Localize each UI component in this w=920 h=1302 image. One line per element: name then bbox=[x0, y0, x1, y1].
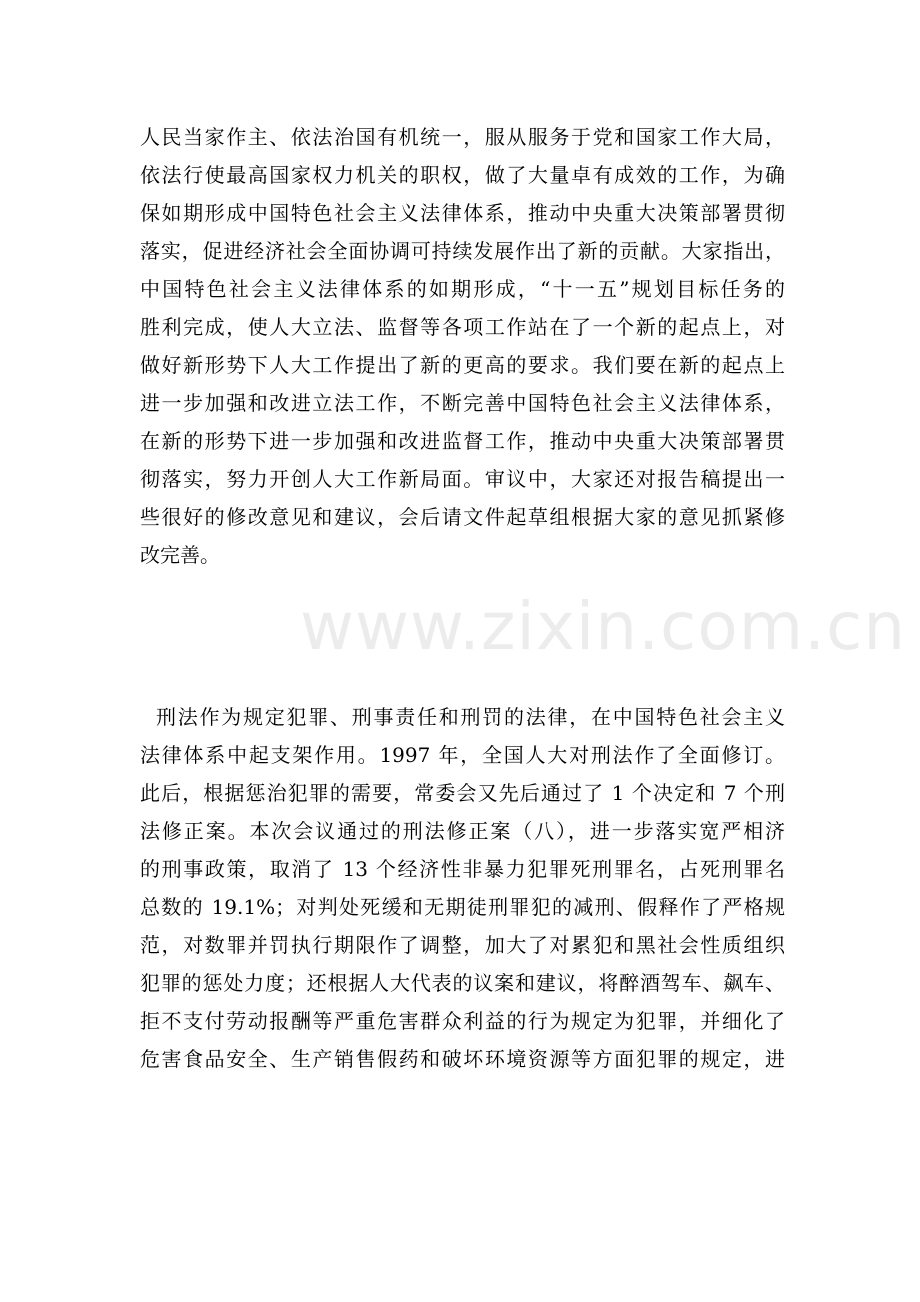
watermark: www.zixin.com.cn bbox=[300, 588, 907, 665]
paragraph-line: 此后，根据惩治犯罪的需要，常委会又先后通过了 1 个决定和 7 个刑 bbox=[140, 781, 785, 805]
paragraph-line: 危害食品安全、生产销售假药和破坏环境资源等方面犯罪的规定，进 bbox=[140, 1047, 785, 1071]
paragraph-line: 中国特色社会主义法律体系的如期形成，“十一五”规划目标任务的 bbox=[140, 277, 785, 301]
paragraph-line: 拒不支付劳动报酬等严重危害群众利益的行为规定为犯罪，并细化了 bbox=[140, 1009, 785, 1033]
paragraph-line: 法律体系中起支架作用。1997 年，全国人大对刑法作了全面修订。 bbox=[140, 743, 785, 767]
paragraph-line: 刑法作为规定犯罪、刑事责任和刑罚的法律，在中国特色社会主义 bbox=[156, 705, 785, 729]
paragraph-line: 落实，促进经济社会全面协调可持续发展作出了新的贡献。大家指出， bbox=[140, 239, 785, 263]
paragraph-1 bbox=[140, 118, 785, 574]
paragraph-line: 胜利完成，使人大立法、监督等各项工作站在了一个新的起点上，对 bbox=[140, 315, 785, 339]
paragraph-line: 进一步加强和改进立法工作，不断完善中国特色社会主义法律体系， bbox=[140, 391, 785, 415]
paragraph-line: 依法行使最高国家权力机关的职权，做了大量卓有成效的工作，为确 bbox=[140, 163, 785, 187]
paragraph-line: 改完善。 bbox=[140, 543, 220, 567]
paragraph-line: 在新的形势下进一步加强和改进监督工作，推动中央重大决策部署贯 bbox=[140, 429, 785, 453]
paragraph-line: 彻落实，努力开创人大工作新局面。审议中，大家还对报告稿提出一 bbox=[140, 467, 785, 491]
paragraph-line: 总数的 19.1%；对判处死缓和无期徒刑罪犯的减刑、假释作了严格规 bbox=[140, 895, 785, 919]
paragraph-2 bbox=[140, 698, 785, 1078]
paragraph-line: 做好新形势下人大工作提出了新的更高的要求。我们要在新的起点上 bbox=[140, 353, 785, 377]
paragraph-line: 犯罪的惩处力度；还根据人大代表的议案和建议，将醉酒驾车、飙车、 bbox=[140, 971, 785, 995]
paragraph-line: 的刑事政策，取消了 13 个经济性非暴力犯罪死刑罪名，占死刑罪名 bbox=[140, 857, 785, 881]
paragraph-line: 法修正案。本次会议通过的刑法修正案（八），进一步落实宽严相济 bbox=[140, 819, 785, 843]
paragraph-line: 范，对数罪并罚执行期限作了调整，加大了对累犯和黑社会性质组织 bbox=[140, 933, 785, 957]
paragraph-line: 些很好的修改意见和建议，会后请文件起草组根据大家的意见抓紧修 bbox=[140, 505, 785, 529]
paragraph-line: 人民当家作主、依法治国有机统一，服从服务于党和国家工作大局， bbox=[140, 125, 785, 149]
paragraph-line: 保如期形成中国特色社会主义法律体系，推动中央重大决策部署贯彻 bbox=[140, 201, 785, 225]
